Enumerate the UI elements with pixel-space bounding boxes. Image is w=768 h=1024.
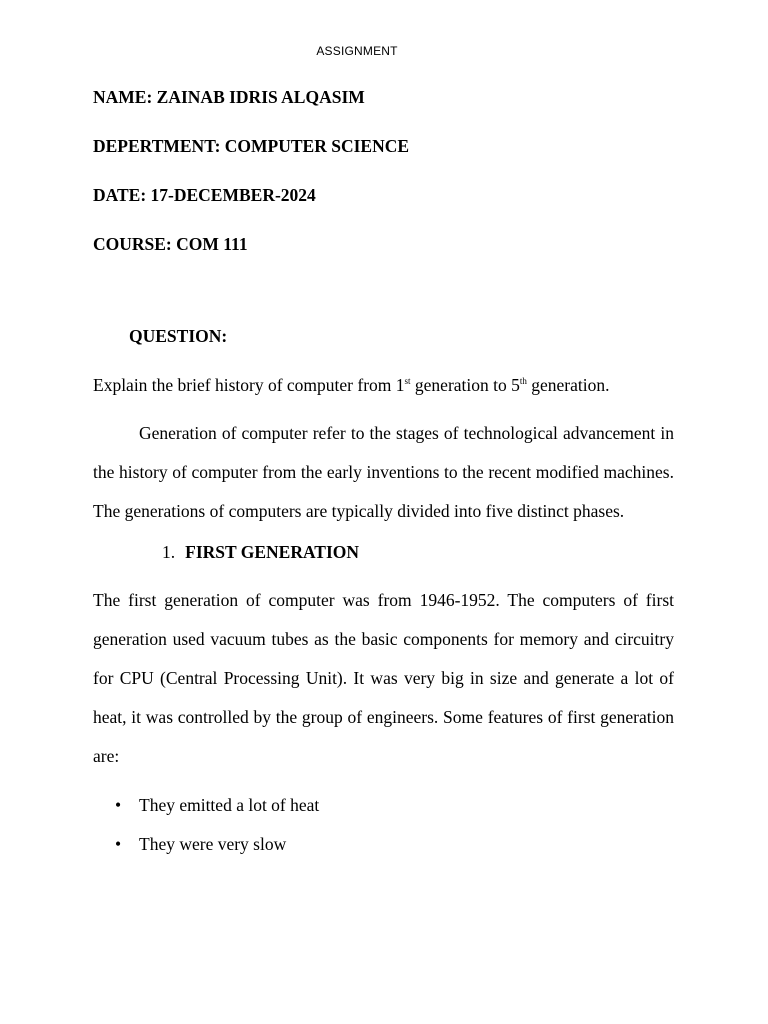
section-paragraph: The first generation of computer was from 1946-1952. The computers of first generation used vacuum tubes as the basic components for memory and circuitry for CPU (Central Processing Unit). It was very big in size and generate a lot of heat, it was controlled by the group of engineers. Some features of first generation are:	[93, 590, 674, 766]
list-item-text: They emitted a lot of heat	[139, 795, 320, 815]
department: DEPERTMENT: COMPUTER SCIENCE	[93, 136, 410, 156]
question-heading: QUESTION:	[129, 326, 228, 346]
question-text-part1: Explain the brief history of computer from 1	[93, 375, 405, 395]
student-name: NAME: ZAINAB IDRIS ALQASIM	[93, 87, 365, 107]
list-item-text: They were very slow	[139, 834, 287, 854]
page-header: ASSIGNMENT	[316, 44, 398, 58]
section-paragraph-wrap	[93, 581, 674, 776]
document-body	[93, 86, 674, 864]
spacer	[93, 282, 674, 325]
bullet-icon: •	[115, 795, 122, 815]
section-number: 1.	[162, 542, 176, 562]
question-text-part2: generation to 5	[410, 375, 520, 395]
date: DATE: 17-DECEMBER-2024	[93, 185, 316, 205]
list-item	[93, 786, 674, 825]
question-sup-first: st	[404, 376, 411, 387]
intro-paragraph: Generation of computer refer to the stages of technological advancement in the history of computer from the early inventions to the recent modified machines. The generations of computers are typically divided into five distinct phases.	[93, 423, 674, 521]
intro-wrap	[93, 414, 674, 531]
question-text-part3: generation.	[526, 375, 610, 395]
question-sup-fifth: th	[519, 376, 527, 387]
bullet-icon: •	[115, 834, 122, 854]
feature-list	[93, 786, 674, 864]
course: COURSE: COM 111	[93, 234, 248, 254]
list-item	[93, 825, 674, 864]
section-title: FIRST GENERATION	[185, 542, 360, 562]
